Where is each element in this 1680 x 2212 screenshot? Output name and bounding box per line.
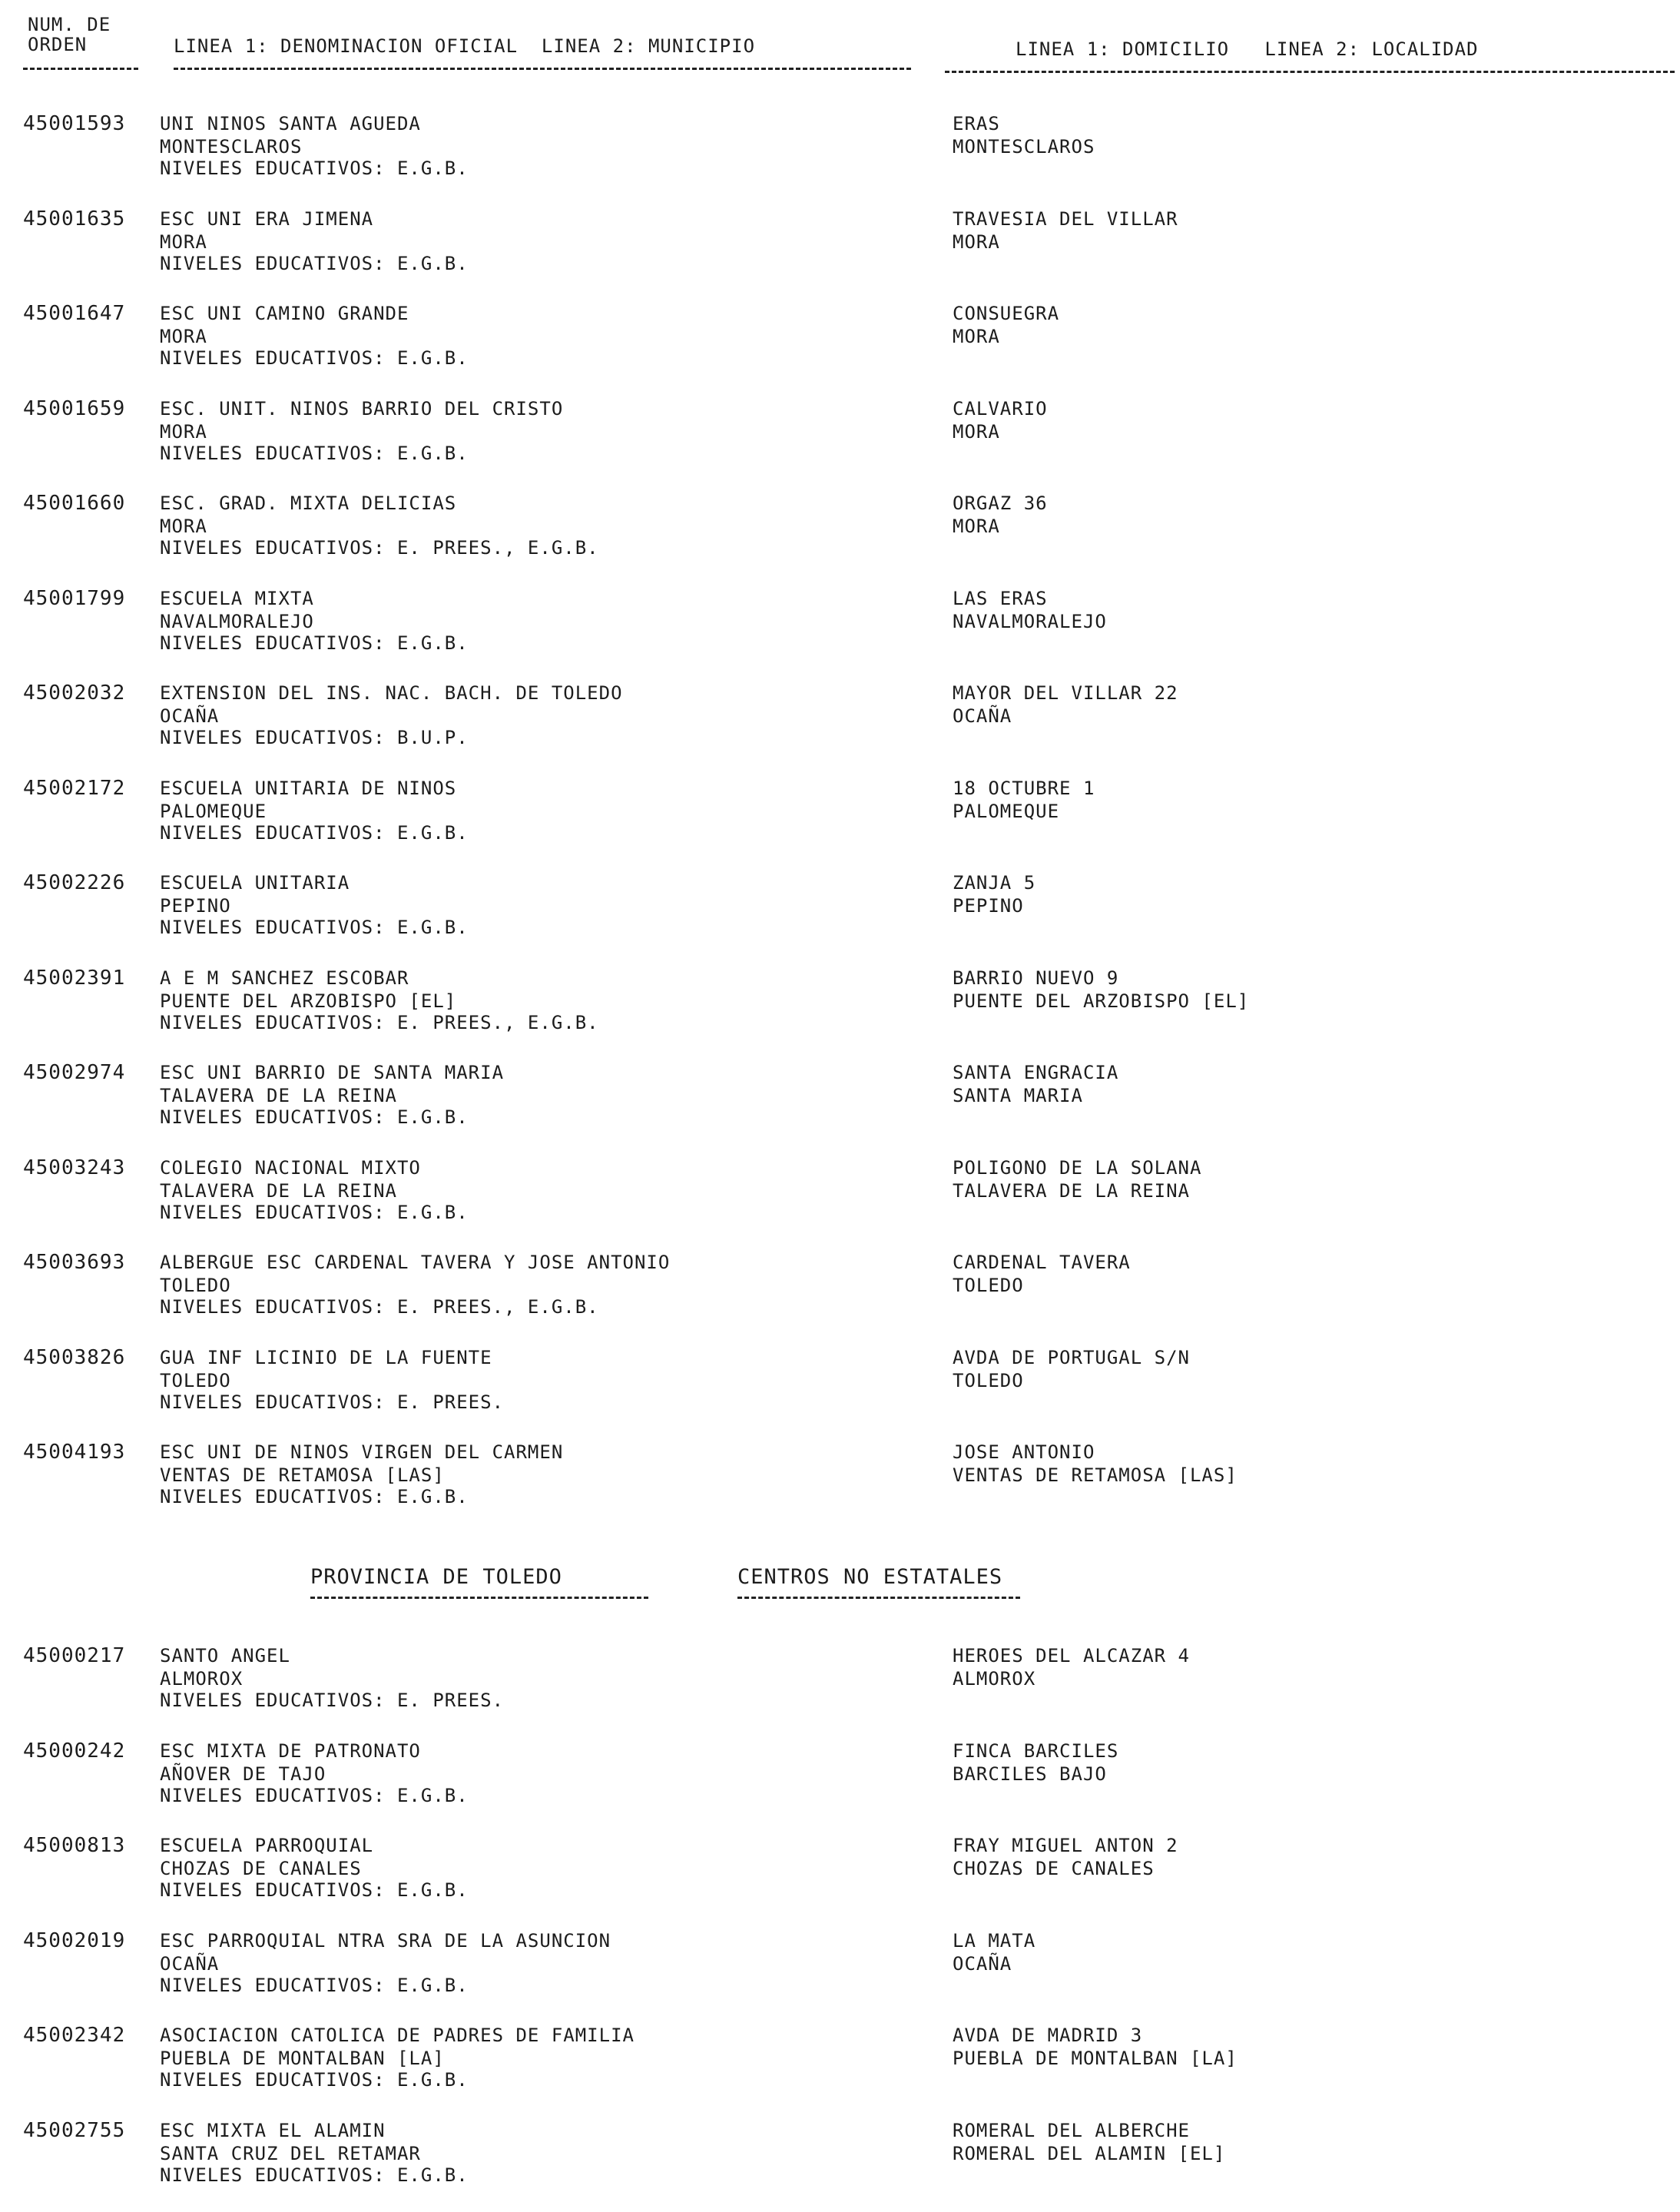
record-entry xyxy=(0,1739,1680,1820)
record-municipio: CHOZAS DE CANALES xyxy=(160,1858,362,1879)
record-localidad: NAVALMORALEJO xyxy=(953,610,1107,632)
record-name: EXTENSION DEL INS. NAC. BACH. DE TOLEDO xyxy=(160,682,623,704)
record-domicilio: ZANJA 5 xyxy=(953,872,1036,894)
record-code: 45002974 xyxy=(23,1061,126,1084)
record-municipio: TOLEDO xyxy=(160,1275,231,1296)
record-entry xyxy=(0,777,1680,857)
record-name: UNI NINOS SANTA AGUEDA xyxy=(160,113,421,134)
record-domicilio: AVDA DE MADRID 3 xyxy=(953,2025,1143,2046)
record-localidad: PUEBLA DE MONTALBAN [LA] xyxy=(953,2048,1238,2069)
record-name: ALBERGUE ESC CARDENAL TAVERA Y JOSE ANTONIO xyxy=(160,1252,671,1273)
record-name: GUA INF LICINIO DE LA FUENTE xyxy=(160,1346,492,1368)
record-localidad: ROMERAL DEL ALAMIN [EL] xyxy=(953,2142,1226,2164)
record-name: ESC. UNIT. NINOS BARRIO DEL CRISTO xyxy=(160,397,564,420)
record-code: 45002391 xyxy=(23,966,126,990)
record-domicilio: LA MATA xyxy=(953,1929,1036,1952)
record-niveles: NIVELES EDUCATIVOS: E.G.B. xyxy=(160,2069,469,2091)
record-localidad: PALOMEQUE xyxy=(953,800,1060,822)
record-code: 45001593 xyxy=(23,112,126,135)
record-municipio: NAVALMORALEJO xyxy=(160,610,314,632)
record-niveles: NIVELES EDUCATIVOS: E. PREES., E.G.B. xyxy=(160,537,599,559)
record-code: 45003826 xyxy=(23,1345,126,1369)
record-name: A E M SANCHEZ ESCOBAR xyxy=(160,967,409,989)
record-domicilio: SANTA ENGRACIA xyxy=(953,1062,1119,1083)
record-localidad: PUENTE DEL ARZOBISPO [EL] xyxy=(953,990,1250,1012)
record-localidad: MORA xyxy=(953,420,1000,443)
record-domicilio: ORGAZ 36 xyxy=(953,492,1048,514)
record-niveles: NIVELES EDUCATIVOS: E. PREES. xyxy=(160,1391,505,1413)
record-niveles: NIVELES EDUCATIVOS: E.G.B. xyxy=(160,2164,469,2186)
record-code: 45001799 xyxy=(23,586,126,610)
record-entry xyxy=(0,397,1680,478)
record-domicilio: 18 OCTUBRE 1 xyxy=(953,777,1095,799)
record-name: ESC PARROQUIAL NTRA SRA DE LA ASUNCION xyxy=(160,1929,611,1952)
record-municipio: VENTAS DE RETAMOSA [LAS] xyxy=(160,1464,445,1486)
record-entry xyxy=(0,682,1680,762)
record-localidad: OCAÑA xyxy=(953,705,1012,727)
record-municipio: SANTA CRUZ DEL RETAMAR xyxy=(160,2142,421,2164)
record-municipio: MORA xyxy=(160,420,207,443)
record-municipio: PUENTE DEL ARZOBISPO [EL] xyxy=(160,990,457,1012)
record-niveles: NIVELES EDUCATIVOS: E. PREES., E.G.B. xyxy=(160,1011,599,1033)
record-entry xyxy=(0,1441,1680,1521)
record-municipio: MORA xyxy=(160,516,207,537)
record-niveles: NIVELES EDUCATIVOS: E. PREES. xyxy=(160,1690,505,1711)
header-denominacion: LINEA 1: DENOMINACION OFICIAL LINEA 2: MUNICIPIO xyxy=(174,35,756,57)
record-niveles: NIVELES EDUCATIVOS: E. PREES., E.G.B. xyxy=(160,1296,599,1318)
header-num-line1: NUM. DE xyxy=(28,14,111,35)
record-niveles: NIVELES EDUCATIVOS: E.G.B. xyxy=(160,917,469,938)
record-niveles: NIVELES EDUCATIVOS: E.G.B. xyxy=(160,1879,469,1901)
record-entry xyxy=(0,1251,1680,1332)
record-municipio: MORA xyxy=(160,230,207,253)
record-municipio: TALAVERA DE LA REINA xyxy=(160,1179,397,1202)
record-entry xyxy=(0,1061,1680,1142)
record-code: 45000217 xyxy=(23,1644,126,1667)
record-municipio: TALAVERA DE LA REINA xyxy=(160,1085,397,1106)
header-domicilio: LINEA 1: DOMICILIO LINEA 2: LOCALIDAD xyxy=(1016,38,1479,60)
record-code: 45002019 xyxy=(23,1928,126,1952)
record-code: 45002172 xyxy=(23,776,126,800)
record-localidad: MORA xyxy=(953,230,1000,253)
record-niveles: NIVELES EDUCATIVOS: E.G.B. xyxy=(160,821,469,844)
record-domicilio: MAYOR DEL VILLAR 22 xyxy=(953,682,1178,704)
record-domicilio: CARDENAL TAVERA xyxy=(953,1252,1131,1273)
record-domicilio: BARRIO NUEVO 9 xyxy=(953,967,1119,989)
record-localidad: CHOZAS DE CANALES xyxy=(953,1858,1155,1879)
record-name: ESC. GRAD. MIXTA DELICIAS xyxy=(160,492,457,514)
record-municipio: PEPINO xyxy=(160,895,231,917)
record-name: ESC UNI CAMINO GRANDE xyxy=(160,303,409,324)
record-code: 45004193 xyxy=(23,1441,126,1464)
record-name: ASOCIACION CATOLICA DE PADRES DE FAMILIA xyxy=(160,2025,635,2046)
record-municipio: AÑOVER DE TAJO xyxy=(160,1763,326,1785)
section-provincia: PROVINCIA DE TOLEDO xyxy=(310,1565,562,1589)
header-underline xyxy=(23,68,138,72)
record-niveles: NIVELES EDUCATIVOS: E.G.B. xyxy=(160,252,469,274)
record-name: ESC UNI ERA JIMENA xyxy=(160,207,374,230)
record-name: SANTO ANGEL xyxy=(160,1645,290,1666)
record-niveles: NIVELES EDUCATIVOS: B.U.P. xyxy=(160,727,469,748)
record-niveles: NIVELES EDUCATIVOS: E.G.B. xyxy=(160,632,469,654)
record-niveles: NIVELES EDUCATIVOS: E.G.B. xyxy=(160,1974,469,1996)
record-localidad: MORA xyxy=(953,516,1000,537)
record-entry xyxy=(0,2119,1680,2200)
record-niveles: NIVELES EDUCATIVOS: E.G.B. xyxy=(160,347,469,369)
record-entry xyxy=(0,967,1680,1047)
record-localidad: TOLEDO xyxy=(953,1369,1024,1391)
header-num-line2: ORDEN xyxy=(28,34,88,55)
record-niveles: NIVELES EDUCATIVOS: E.G.B. xyxy=(160,158,469,179)
record-niveles: NIVELES EDUCATIVOS: E.G.B. xyxy=(160,1106,469,1128)
record-code: 45001660 xyxy=(23,492,126,515)
record-domicilio: CALVARIO xyxy=(953,397,1048,420)
record-municipio: OCAÑA xyxy=(160,705,220,727)
record-localidad: MORA xyxy=(953,326,1000,347)
section-underline xyxy=(737,1597,1020,1601)
record-code: 45000242 xyxy=(23,1739,126,1763)
record-municipio: OCAÑA xyxy=(160,1952,220,1975)
record-entry xyxy=(0,1156,1680,1237)
header-underline xyxy=(174,68,911,72)
record-code: 45001659 xyxy=(23,396,126,420)
record-entry xyxy=(0,207,1680,288)
record-domicilio: TRAVESIA DEL VILLAR xyxy=(953,207,1178,230)
record-name: ESC MIXTA DE PATRONATO xyxy=(160,1739,421,1762)
section-tipo: CENTROS NO ESTATALES xyxy=(737,1565,1003,1589)
record-domicilio: HEROES DEL ALCAZAR 4 xyxy=(953,1645,1190,1666)
record-niveles: NIVELES EDUCATIVOS: E.G.B. xyxy=(160,1784,469,1806)
record-localidad: PEPINO xyxy=(953,895,1024,917)
record-domicilio: LAS ERAS xyxy=(953,587,1048,609)
record-name: ESC UNI BARRIO DE SANTA MARIA xyxy=(160,1062,505,1083)
record-domicilio: AVDA DE PORTUGAL S/N xyxy=(953,1346,1190,1368)
record-name: ESCUELA MIXTA xyxy=(160,587,314,609)
record-localidad: TOLEDO xyxy=(953,1275,1024,1296)
record-entry xyxy=(0,587,1680,668)
record-entry xyxy=(0,1929,1680,2010)
record-code: 45002342 xyxy=(23,2024,126,2047)
record-name: ESC UNI DE NINOS VIRGEN DEL CARMEN xyxy=(160,1441,564,1463)
record-domicilio: POLIGONO DE LA SOLANA xyxy=(953,1156,1202,1179)
record-code: 45000813 xyxy=(23,1834,126,1857)
record-entry xyxy=(0,112,1680,193)
record-domicilio: CONSUEGRA xyxy=(953,303,1060,324)
record-municipio: ALMOROX xyxy=(160,1668,244,1690)
record-name: ESCUELA UNITARIA xyxy=(160,872,350,894)
record-municipio: TOLEDO xyxy=(160,1369,231,1391)
record-code: 45002755 xyxy=(23,2118,126,2142)
record-niveles: NIVELES EDUCATIVOS: E.G.B. xyxy=(160,1486,469,1507)
record-name: ESCUELA UNITARIA DE NINOS xyxy=(160,777,457,799)
record-localidad: SANTA MARIA xyxy=(953,1085,1083,1106)
record-entry xyxy=(0,2024,1680,2104)
record-municipio: PALOMEQUE xyxy=(160,800,267,822)
record-niveles: NIVELES EDUCATIVOS: E.G.B. xyxy=(160,442,469,464)
record-localidad: MONTESCLAROS xyxy=(953,136,1095,158)
record-localidad: BARCILES BAJO xyxy=(953,1763,1107,1785)
record-domicilio: JOSE ANTONIO xyxy=(953,1441,1095,1463)
section-underline xyxy=(310,1597,648,1601)
record-domicilio: ERAS xyxy=(953,113,1000,134)
header-underline xyxy=(945,71,1675,75)
record-name: ESC MIXTA EL ALAMIN xyxy=(160,2119,386,2141)
record-name: ESCUELA PARROQUIAL xyxy=(160,1835,374,1856)
record-municipio: MONTESCLAROS xyxy=(160,136,303,158)
record-entry xyxy=(0,492,1680,572)
record-entry xyxy=(0,1834,1680,1915)
record-municipio: PUEBLA DE MONTALBAN [LA] xyxy=(160,2048,445,2069)
record-localidad: VENTAS DE RETAMOSA [LAS] xyxy=(953,1464,1238,1486)
record-localidad: TALAVERA DE LA REINA xyxy=(953,1179,1190,1202)
record-localidad: OCAÑA xyxy=(953,1952,1012,1975)
record-code: 45003693 xyxy=(23,1251,126,1274)
record-code: 45002032 xyxy=(23,682,126,705)
record-code: 45001635 xyxy=(23,207,126,230)
record-name: COLEGIO NACIONAL MIXTO xyxy=(160,1156,421,1179)
record-code: 45003243 xyxy=(23,1156,126,1179)
record-niveles: NIVELES EDUCATIVOS: E.G.B. xyxy=(160,1201,469,1223)
record-entry xyxy=(0,302,1680,383)
record-code: 45001647 xyxy=(23,302,126,325)
record-entry xyxy=(0,1644,1680,1725)
record-localidad: ALMOROX xyxy=(953,1668,1036,1690)
record-municipio: MORA xyxy=(160,326,207,347)
record-domicilio: FRAY MIGUEL ANTON 2 xyxy=(953,1835,1178,1856)
record-code: 45002226 xyxy=(23,871,126,894)
record-entry xyxy=(0,1346,1680,1427)
record-domicilio: FINCA BARCILES xyxy=(953,1739,1119,1762)
record-domicilio: ROMERAL DEL ALBERCHE xyxy=(953,2119,1190,2141)
record-entry xyxy=(0,871,1680,952)
